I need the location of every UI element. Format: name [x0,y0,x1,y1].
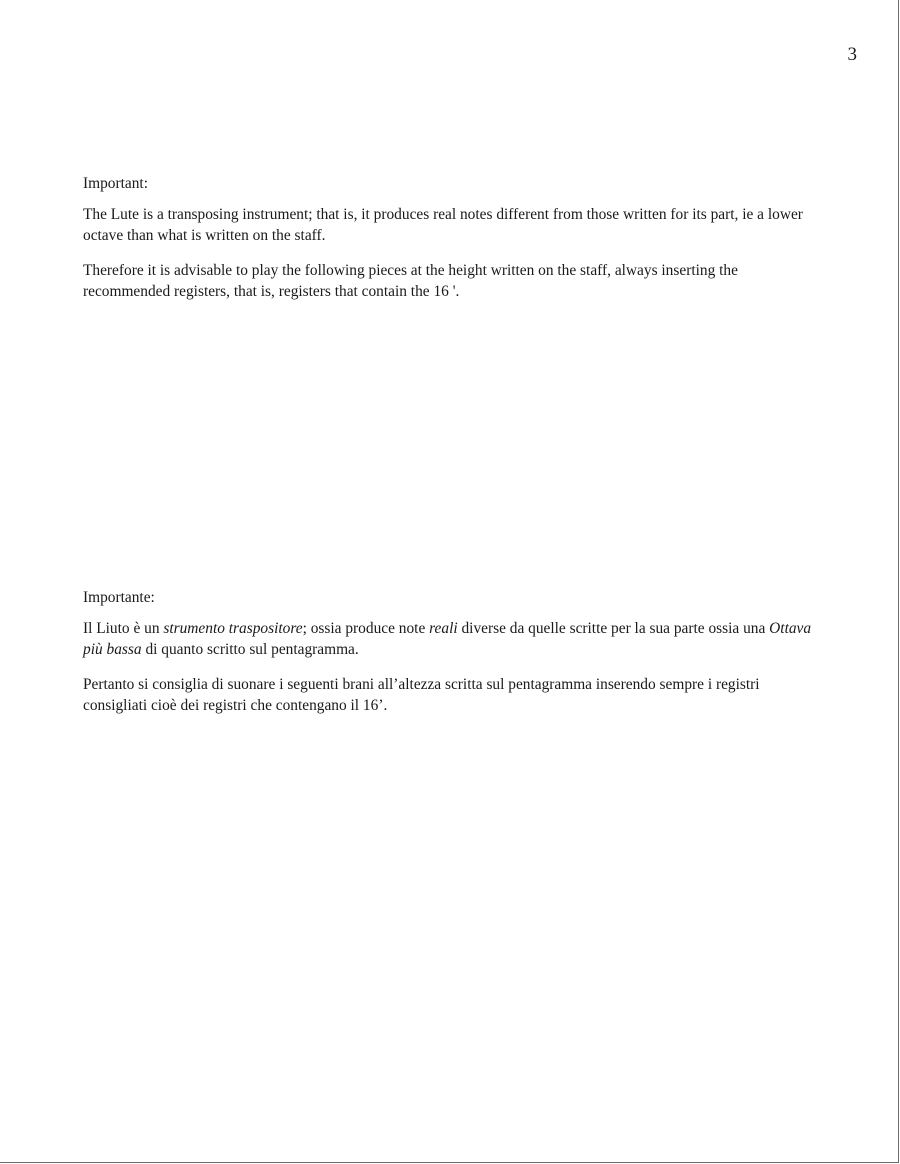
english-paragraph-2: Therefore it is advisable to play the following pieces at the height written on the staff, always inserting the recommended registers, that is, registers that contain the 16 '. [83,261,738,300]
italian-paragraph-1-text: di quanto scritto sul pentagramma. [141,641,359,658]
italian-emphasis-reali: reali [429,619,458,637]
english-section [83,173,823,316]
italian-heading: Importante: [83,589,155,606]
italian-paragraph-1-text: ; ossia produce note [302,619,430,637]
italian-paragraph-1-text: diverse da quelle scritte per la sua parte ossia una [457,619,770,637]
italian-emphasis-ottava: Ottava più bassa [83,619,812,658]
italian-paragraph-2: Pertanto si consiglia di suonare i seguenti brani all’altezza scritta sul pentagramma inserendo sempre i registri consigliati cioè dei registri che contengano il 16’. [83,675,760,714]
english-heading: Important: [83,175,148,192]
italian-section [83,587,823,730]
page-number: 3 [847,44,857,65]
italian-paragraph-1-text: Il Liuto è un [83,619,164,637]
italian-paragraph-1 [83,618,823,661]
english-paragraph-1: The Lute is a transposing instrument; that is, it produces real notes different from those written for its part, ie a lower octave than what is written on the staff. [83,205,803,244]
italian-emphasis-strumento: strumento traspositore [163,619,303,637]
